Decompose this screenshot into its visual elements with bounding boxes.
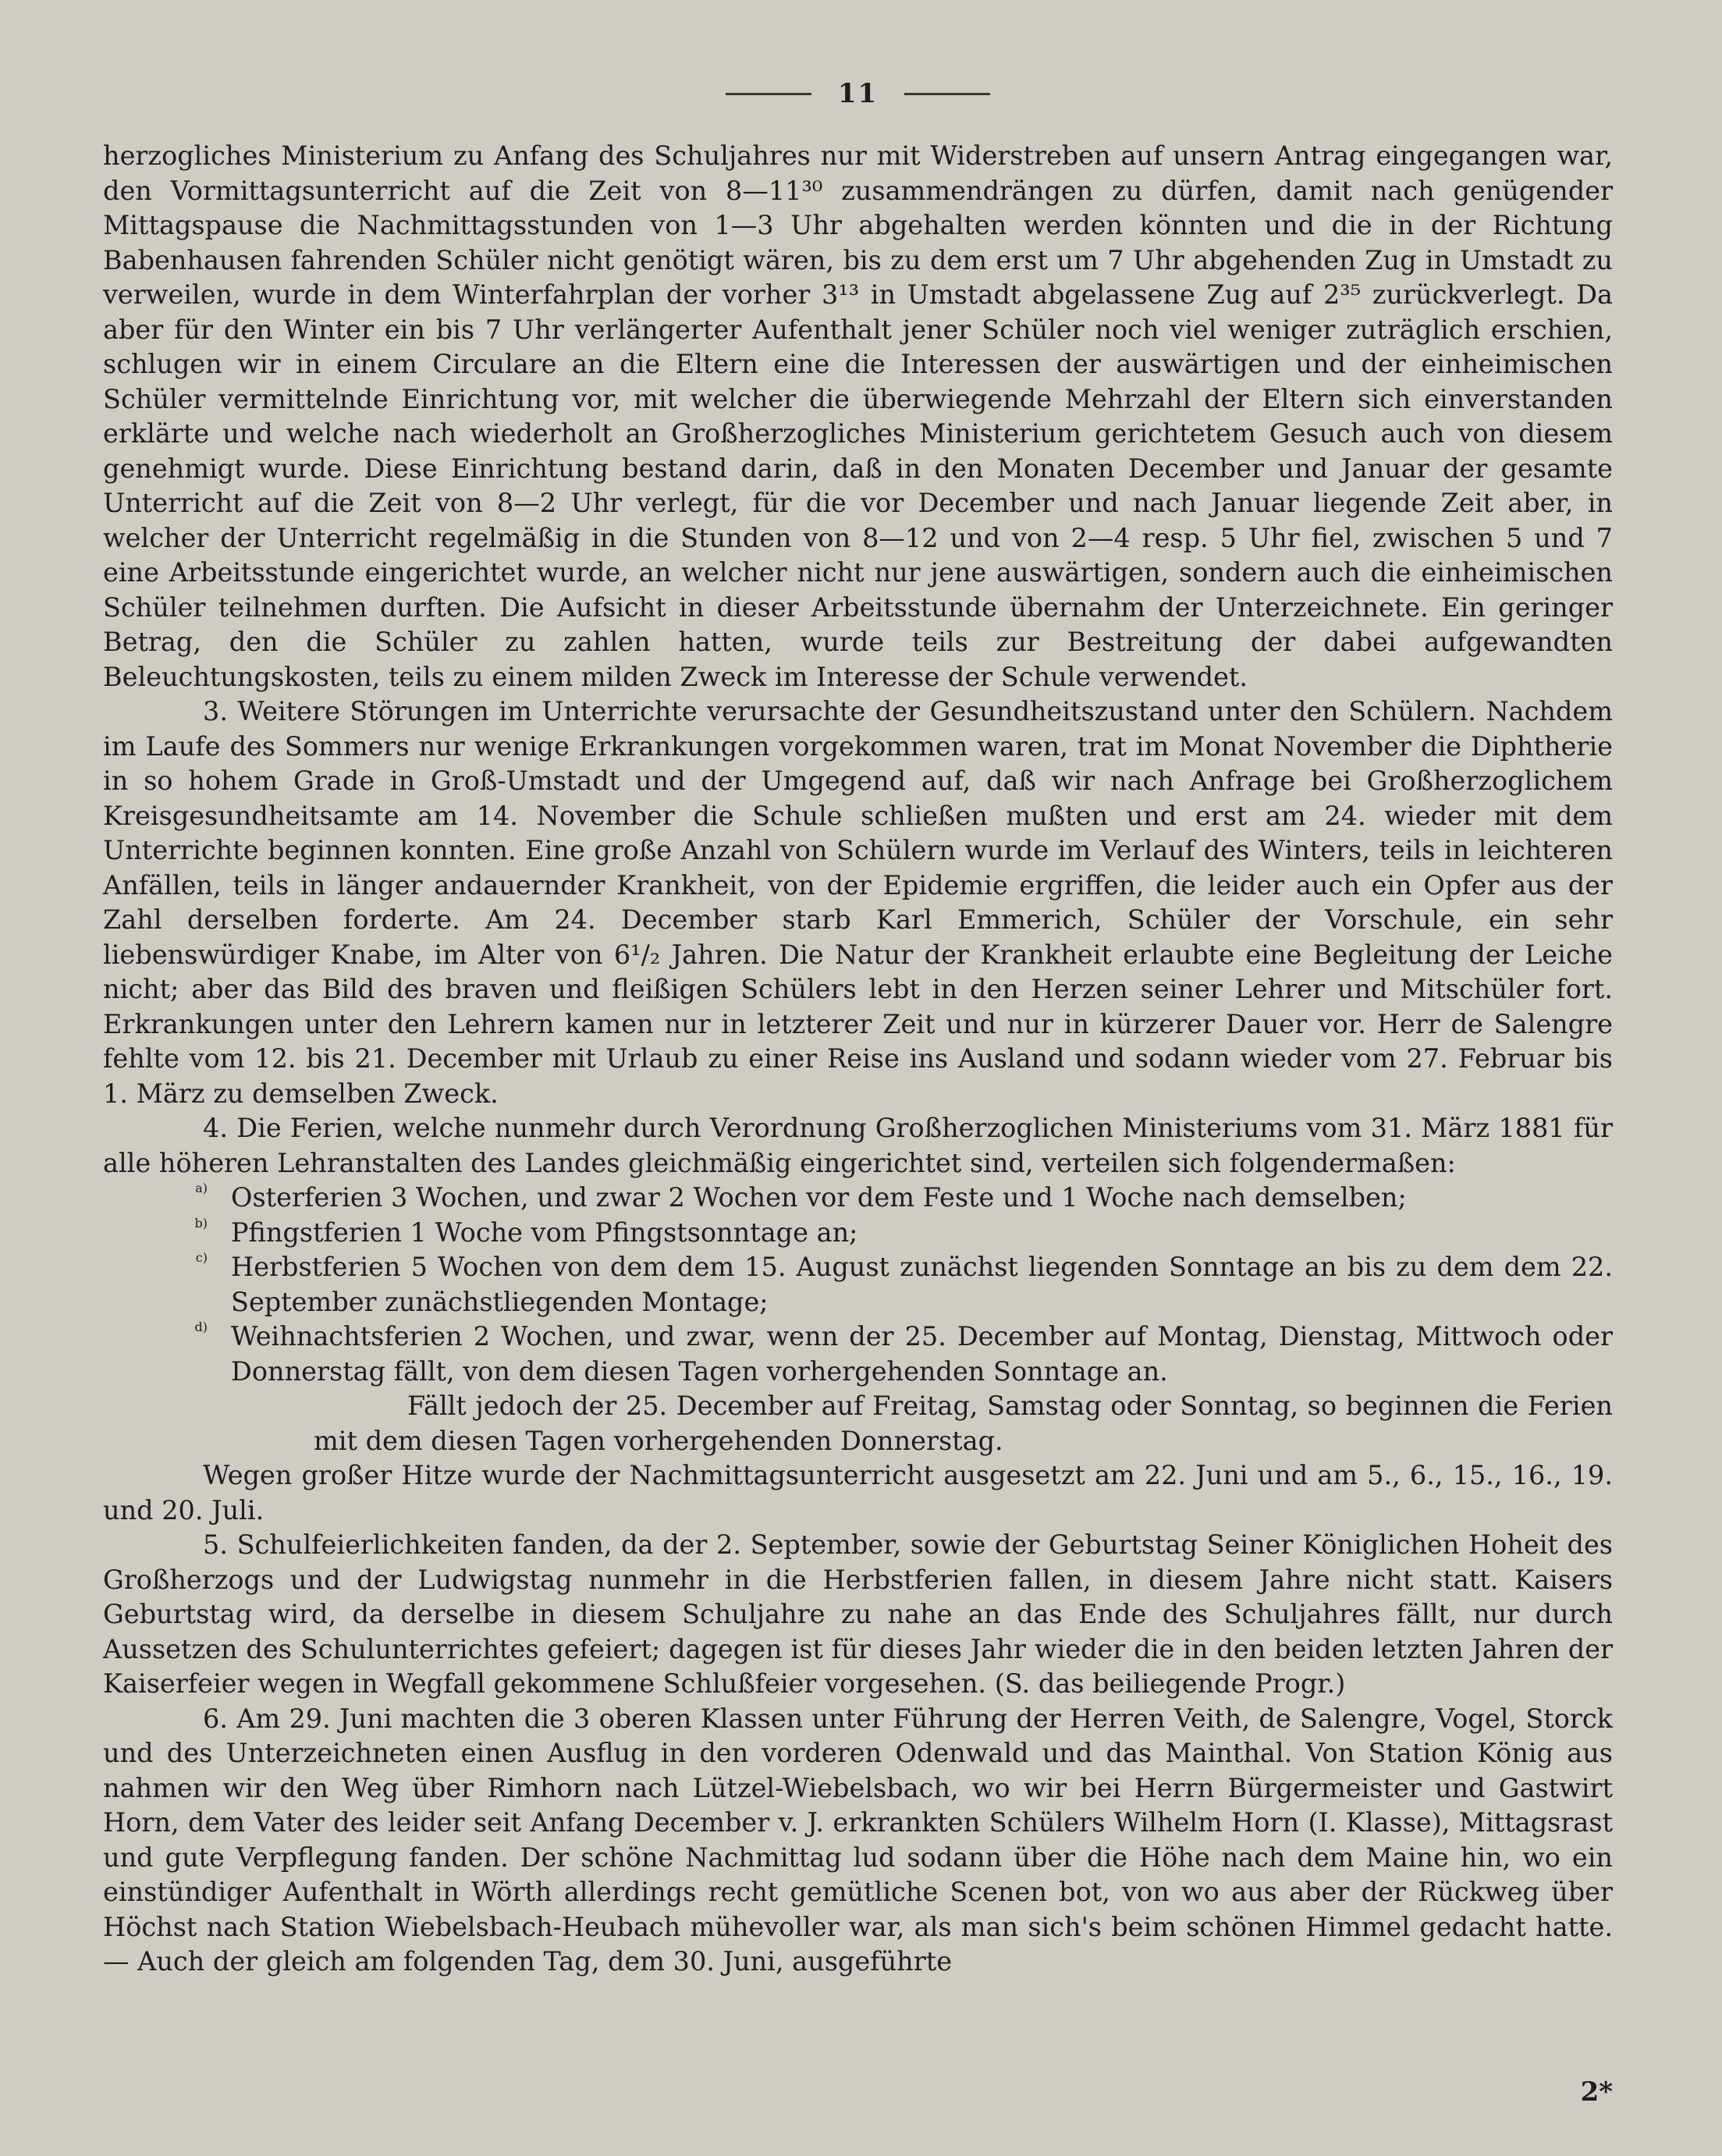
paragraph-3: 3. Weitere Störungen im Unterrichte verursachte der Gesundheitszustand unter den Schülern. Nachdem im Laufe des Sommers nur wenige Erkrankungen vorgekommen waren, trat im Monat November die Diphtherie in so hohem Grade in Groß-Umstadt und der Umgegend auf, daß wir nach Anfrage bei Großherzoglichem Kreisgesundheitsamte am 14. November die Schule schließen mußten und erst am 24. wieder mit dem Unterrichte beginnen konnten. Eine große Anzahl von Schülern wurde im Verlauf des Winters, teils in leichteren Anfällen, teils in länger andauernder Krankheit, von der Epidemie ergriffen, die leider auch ein Opfer aus der Zahl derselben forderte. Am 24. December starb Karl Emmerich, Schüler der Vorschule, ein sehr liebenswürdiger Knabe, im Alter von 6¹/₂ Jahren. Die Natur der Krankheit erlaubte eine Begleitung der Leiche nicht; aber das Bild des braven und fleißigen Schülers lebt in den Herzen seiner Lehrer und Mitschüler fort. Erkrankungen unter den Lehrern kamen nur in letzterer Zeit und nur in kürzerer Dauer vor. Herr de Salengre fehlte vom 12. bis 21. December mit Urlaub zu einer Reise ins Ausland und sodann wieder vom 27. Februar bis 1. März zu demselben Zweck. [103, 696, 1613, 1109]
page-header [103, 70, 1613, 117]
list-item-b [103, 1216, 1613, 1251]
list-text: Weihnachtsferien 2 Wochen, und zwar, wenn der 25. December auf Montag, Dienstag, Mittwoch oder Donnerstag fällt, von dem diesen Tagen vorhergehenden Sonntage an. [231, 1321, 1613, 1387]
list-item-d-continuation: Fällt jedoch der 25. December auf Freitag, Samstag oder Sonntag, so beginnen die Ferien mit dem diesen Tagen vorhergehenden Donnerstag. [314, 1391, 1613, 1456]
list-marker: a) [195, 1181, 208, 1195]
paragraph-1: herzogliches Ministerium zu Anfang des Schuljahres nur mit Widerstreben auf unsern Antrag eingegangen war, den Vormittagsunterricht auf die Zeit von 8—11³⁰ zusammendrängen zu dürfen, damit nach genügender Mittagspause die Nachmittagsstunden von 1—3 Uhr abgehalten werden könnten und die in der Richtung Babenhausen fahrenden Schüler nicht genötigt wären, bis zu dem erst um 7 Uhr abgehenden Zug in Umstadt zu verweilen, wurde in dem Winterfahrplan der vorher 3¹³ in Umstadt abgelassene Zug auf 2³⁵ zurückverlegt. Da aber für den Winter ein bis 7 Uhr verlängerter Aufenthalt jener Schüler noch viel weniger zuträglich erschien, schlugen wir in einem Circulare an die Eltern eine die Interessen der auswärtigen und der einheimischen Schüler vermittelnde Einrichtung vor, mit welcher die überwiegende Mehrzahl der Eltern sich einverstanden erklärte und welche nach wiederholt an Großherzogliches Ministerium gerichtetem Gesuch auch von diesem genehmigt wurde. Diese Einrichtung bestand darin, daß in den Monaten December und Januar der gesamte Unterricht auf die Zeit von 8—2 Uhr verlegt, für die vor December und nach Januar liegende Zeit aber, in welcher der Unterricht regelmäßig in die Stunden von 8—12 und von 2—4 resp. 5 Uhr fiel, zwischen 5 und 7 eine Arbeitsstunde eingerichtet wurde, an welcher nicht nur jene auswärtigen, sondern auch die einheimischen Schüler teilnehmen durften. Die Aufsicht in dieser Arbeitsstunde übernahm der Unterzeichnete. Ein geringer Betrag, den die Schüler zu zahlen hatten, wurde teils zur Bestreitung der dabei aufgewandten Beleuchtungskosten, teils zu einem milden Zweck im Interesse der Schule verwendet. [103, 140, 1613, 692]
header-rule-right [904, 93, 990, 95]
list-marker: c) [195, 1250, 208, 1265]
paragraph-heat: Wegen großer Hitze wurde der Nachmittagsunterricht ausgesetzt am 22. Juni und am 5., 6., 15., 16., 19. und 20. Juli. [103, 1460, 1613, 1526]
paragraph-4: 4. Die Ferien, welche nunmehr durch Verordnung Großherzoglichen Ministeriums vom 31. März 1881 für alle höheren Lehranstalten des Landes gleichmäßig eingerichtet sind, verteilen sich folgendermaßen: [103, 1113, 1613, 1178]
list-marker: b) [194, 1215, 208, 1231]
page-number: 11 [837, 78, 879, 109]
list-item-c [103, 1250, 1613, 1320]
list-item-a [103, 1181, 1613, 1216]
body-text [103, 139, 1613, 1980]
list-text: Herbstferien 5 Wochen von dem dem 15. August zunächst liegenden Sonntage an bis zu dem dem 22. September zunächstliegenden Montage; [231, 1252, 1613, 1317]
list-marker: d) [194, 1320, 208, 1334]
paragraph-5: 5. Schulfeierlichkeiten fanden, da der 2. September, sowie der Geburtstag Seiner Königlichen Hoheit des Großherzogs und der Ludwigstag nunmehr in die Herbstferien fallen, in diesem Jahre nicht statt. Kaisers Geburtstag wird, da derselbe in diesem Schuljahre zu nahe an das Ende des Schuljahres fällt, nur durch Aussetzen des Schulunterrichtes gefeiert; dagegen ist für dieses Jahr wieder die in den beiden letzten Jahren der Kaiserfeier wegen in Wegfall gekommene Schlußfeier vorgesehen. (S. das beiliegende Progr.) [103, 1529, 1613, 1699]
list-text: Pfingstferien 1 Woche vom Pfingstsonntage an; [231, 1217, 858, 1248]
list-text: Osterferien 3 Wochen, und zwar 2 Wochen vor dem Feste und 1 Woche nach demselben; [231, 1182, 1407, 1213]
header-rule-left [726, 93, 811, 95]
paragraph-6: 6. Am 29. Juni machten die 3 oberen Klassen unter Führung der Herren Veith, de Salengre, Vogel, Storck und des Unterzeichneten einen Ausflug in den vorderen Odenwald und das Mainthal. Von Station König aus nahmen wir den Weg über Rimhorn nach Lützel-Wiebelsbach, wo wir bei Herrn Bürgermeister und Gastwirt Horn, dem Vater des leider seit Anfang December v. J. erkrankten Schülers Wilhelm Horn (I. Klasse), Mittagsrast und gute Verpflegung fanden. Der schöne Nachmittag lud sodann über die Höhe nach dem Maine hin, wo ein einstündiger Aufenthalt in Wörth allerdings recht gemütliche Scenen bot, von wo aus aber der Rückweg über Höchst nach Station Wiebelsbach-Heubach mühevoller war, als man sich's beim schönen Himmel gedacht hatte. — Auch der gleich am folgenden Tag, dem 30. Juni, ausgeführte [103, 1703, 1613, 1977]
list-item-d [103, 1320, 1613, 1389]
signature-mark: 2* [1580, 2076, 1613, 2108]
